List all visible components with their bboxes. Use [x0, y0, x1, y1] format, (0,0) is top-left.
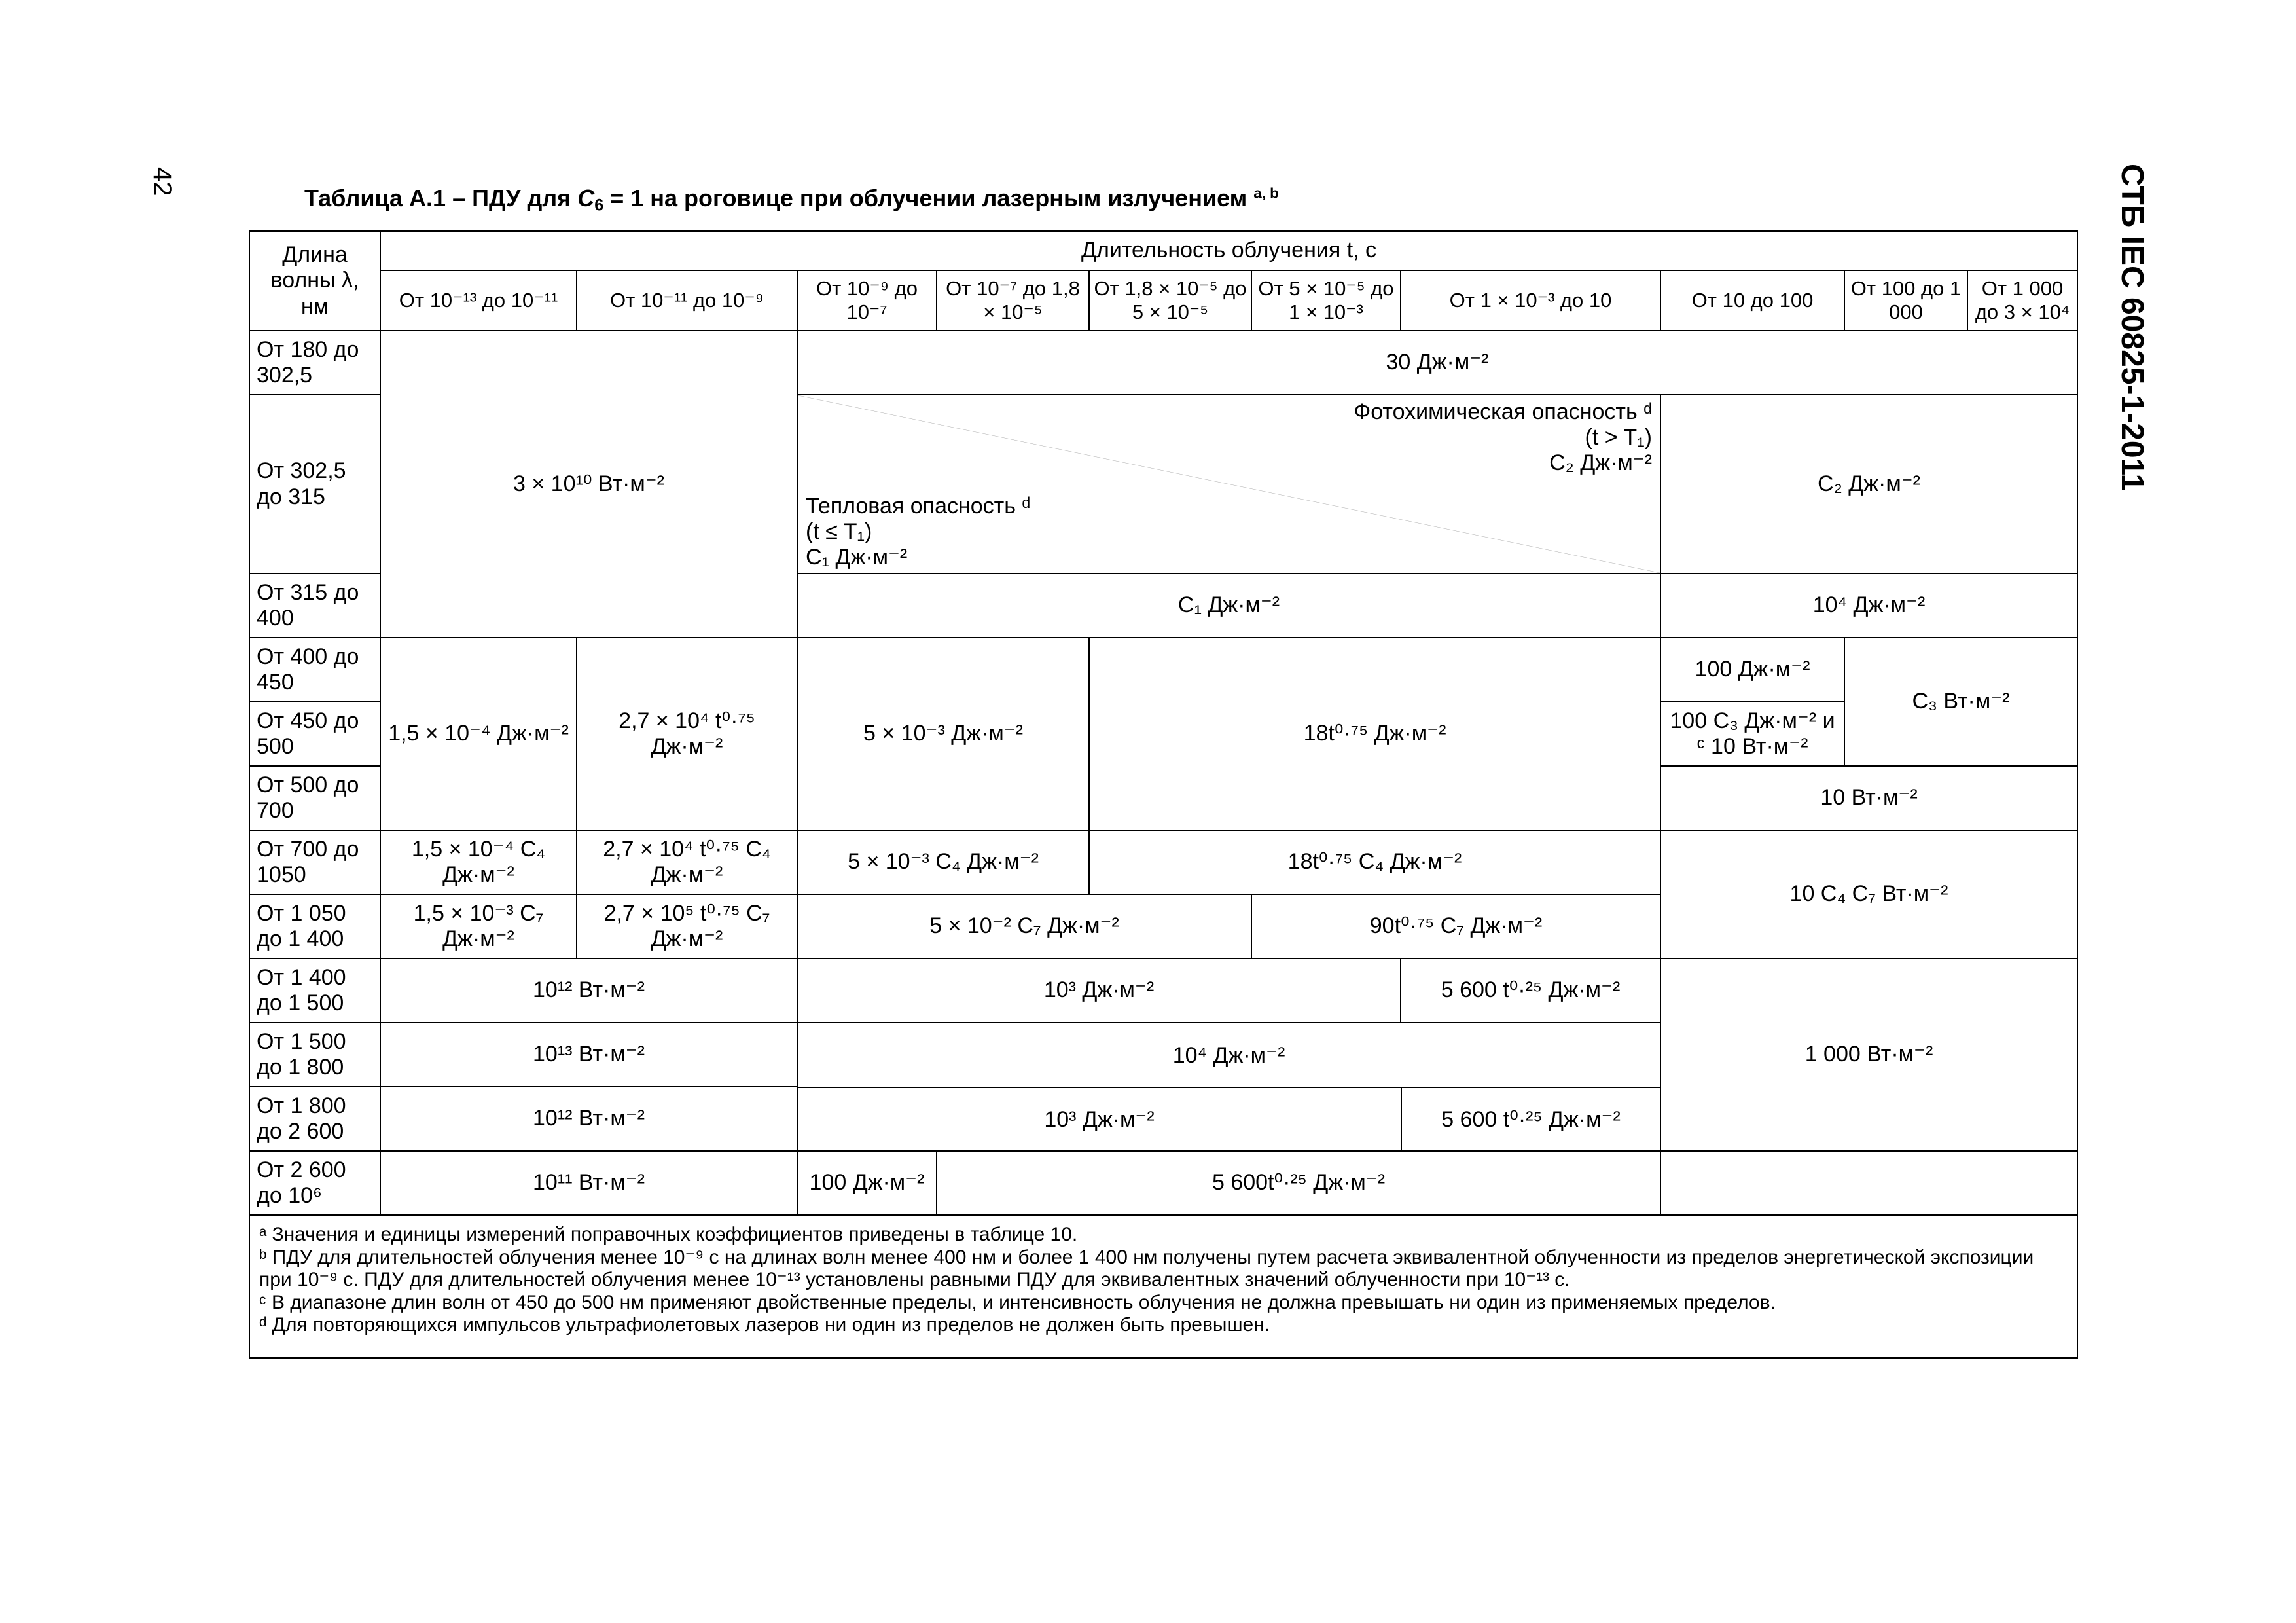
footnote-c: ᶜ В диапазоне длин волн от 450 до 500 нм применяют двойственные пределы, и интенсивность облучения не должна превышать ни один из применяемых пределов. — [259, 1291, 1776, 1313]
header-col-1: От 10⁻¹³ до 10⁻¹¹ — [380, 270, 577, 331]
header-col-6: От 5 × 10⁻⁵ до 1 × 10⁻³ — [1251, 270, 1401, 331]
mpe-table — [249, 230, 2078, 1359]
cell-vis-c3: C₃ Вт·м⁻² — [1844, 638, 2077, 766]
row-label-4: От 400 до 450 — [249, 638, 380, 702]
table-footnotes — [249, 1215, 2077, 1358]
row-label-9: От 1 400 до 1 500 — [249, 958, 380, 1023]
header-col-8: От 10 до 100 — [1660, 270, 1844, 331]
header-col-4: От 10⁻⁷ до 1,8 × 10⁻⁵ — [937, 270, 1089, 331]
header-wavelength: Длина волны λ, нм — [249, 231, 380, 331]
row-label-7: От 700 до 1050 — [249, 830, 380, 894]
footnote-d: ᵈ Для повторяющихся импульсов ультрафиолетовых лазеров ни один из пределов не должен быть превышен. — [259, 1314, 1270, 1336]
cell-diagonal-hazard — [797, 395, 1660, 574]
cell-r9-a: 10¹² Вт·м⁻² — [380, 958, 797, 1023]
cell-r12-long — [1660, 1151, 2077, 1215]
standard-code: СТБ IEC 60825-1-2011 — [2115, 164, 2149, 492]
cell-r9-c: 5 600 t⁰·²⁵ Дж·м⁻² — [1401, 958, 1660, 1023]
row-label-3: От 315 до 400 — [249, 574, 380, 638]
thermal-hazard-value: C₁ Дж·м⁻² — [806, 544, 908, 570]
cell-r12-c: 5 600t⁰·²⁵ Дж·м⁻² — [937, 1151, 1660, 1215]
cell-vis-10w: 10 Вт·м⁻² — [1660, 766, 2077, 830]
cell-ira-4: 18t⁰·⁷⁵ C₄ Дж·м⁻² — [1089, 830, 1660, 894]
row-label-6: От 500 до 700 — [249, 766, 380, 830]
header-col-10: От 1 000 до 3 × 10⁴ — [1967, 270, 2077, 331]
cell-ira-c4c7: 10 C₄ C₇ Вт·м⁻² — [1660, 830, 2077, 958]
row-label-2: От 302,5 до 315 — [249, 395, 380, 574]
thermal-hazard-block — [806, 494, 1030, 570]
cell-vis-5e-3: 5 × 10⁻³ Дж·м⁻² — [797, 638, 1089, 830]
footnote-a: ᵃ Значения и единицы измерений поправочных коэффициентов приведены в таблице 10. — [259, 1224, 1078, 1245]
photochemical-hazard-value: C₂ Дж·м⁻² — [1549, 450, 1652, 476]
header-col-5: От 1,8 × 10⁻⁵ до 5 × 10⁻⁵ — [1089, 270, 1251, 331]
thermal-hazard-label: Тепловая опасность ᵈ — [806, 493, 1031, 519]
cell-c1-315: C₁ Дж·м⁻² — [797, 574, 1660, 638]
row-label-1: От 180 до 302,5 — [249, 331, 380, 395]
cell-long-1000: 1 000 Вт·м⁻² — [1660, 958, 2077, 1151]
cell-vis-ps: 1,5 × 10⁻⁴ Дж·м⁻² — [380, 638, 577, 830]
row-label-11: От 1 800 до 2 600 — [249, 1087, 380, 1151]
cell-r9-b: 10³ Дж·м⁻² — [797, 958, 1401, 1023]
cell-irb-3: 5 × 10⁻² C₇ Дж·м⁻² — [797, 894, 1251, 958]
cell-irb-4: 90t⁰·⁷⁵ C₇ Дж·м⁻² — [1251, 894, 1660, 958]
cell-r11-b: 10³ Дж·м⁻² — [798, 1087, 1401, 1150]
header-col-3: От 10⁻⁹ до 10⁻⁷ — [797, 270, 937, 331]
photochemical-hazard-label: Фотохимическая опасность ᵈ — [1354, 399, 1652, 424]
row-label-12: От 2 600 до 10⁶ — [249, 1151, 380, 1215]
row11-overlay — [798, 1087, 1660, 1150]
cell-r12-b: 100 Дж·м⁻² — [797, 1151, 937, 1215]
cell-vis-100c3: 100 C₃ Дж·м⁻² и ᶜ 10 Вт·м⁻² — [1660, 702, 1844, 766]
page-number: 42 — [148, 167, 177, 196]
header-col-9: От 100 до 1 000 — [1844, 270, 1967, 331]
cell-irb-2: 2,7 × 10⁵ t⁰·⁷⁵ C₇ Дж·м⁻² — [577, 894, 797, 958]
row-label-5: От 450 до 500 — [249, 702, 380, 766]
row-label-8: От 1 050 до 1 400 — [249, 894, 380, 958]
cell-uv-30: 30 Дж·м⁻² — [797, 331, 2077, 395]
cell-vis-18t: 18t⁰·⁷⁵ Дж·м⁻² — [1089, 638, 1660, 830]
thermal-hazard-condition: (t ≤ T₁) — [806, 519, 872, 544]
cell-c2-long: C₂ Дж·м⁻² — [1660, 395, 2077, 574]
cell-r11-a: 10¹² Вт·м⁻² — [380, 1087, 797, 1151]
cell-vis-ns: 2,7 × 10⁴ t⁰·⁷⁵ Дж·м⁻² — [577, 638, 797, 830]
cell-vis-100: 100 Дж·м⁻² — [1660, 638, 1844, 702]
header-col-7: От 1 × 10⁻³ до 10 — [1401, 270, 1660, 331]
cell-r10-b-value: 10⁴ Дж·м⁻² — [1172, 1043, 1285, 1068]
row-label-10: От 1 500 до 1 800 — [249, 1023, 380, 1087]
cell-ira-3: 5 × 10⁻³ C₄ Дж·м⁻² — [797, 830, 1089, 894]
cell-ira-2: 2,7 × 10⁴ t⁰·⁷⁵ C₄ Дж·м⁻² — [577, 830, 797, 894]
cell-uv-picosecond: 3 × 10¹⁰ Вт·м⁻² — [380, 331, 797, 638]
photochemical-hazard-condition: (t > T₁) — [1585, 425, 1652, 450]
header-col-2: От 10⁻¹¹ до 10⁻⁹ — [577, 270, 797, 331]
cell-r11-c: 5 600 t⁰·²⁵ Дж·м⁻² — [1401, 1087, 1660, 1150]
photochemical-hazard-block — [1354, 399, 1652, 476]
cell-r12-a: 10¹¹ Вт·м⁻² — [380, 1151, 797, 1215]
cell-r10-a: 10¹³ Вт·м⁻² — [380, 1023, 797, 1087]
cell-ira-1: 1,5 × 10⁻⁴ C₄ Дж·м⁻² — [380, 830, 577, 894]
cell-1e4-315: 10⁴ Дж·м⁻² — [1660, 574, 2077, 638]
table-caption: Таблица А.1 – ПДУ для $C_6 = 1$ на роговице при облучении лазерным излучением $^{a, b}$ — [304, 185, 1279, 215]
footnote-b: ᵇ ПДУ для длительностей облучения менее 10⁻⁹ с на длинах волн менее 400 нм и более 1 400 нм получены путем расчета эквивалентной облученности из пределов энергетической экспозиции при 10⁻⁹ с. ПДУ для длительностей облучения менее 10⁻¹³ установлены равными ПДУ для эквивалентных значений облученности при 10⁻¹³ с. — [259, 1246, 2034, 1290]
header-duration: Длительность облучения t, с — [380, 231, 2077, 270]
cell-irb-1: 1,5 × 10⁻³ C₇ Дж·м⁻² — [380, 894, 577, 958]
